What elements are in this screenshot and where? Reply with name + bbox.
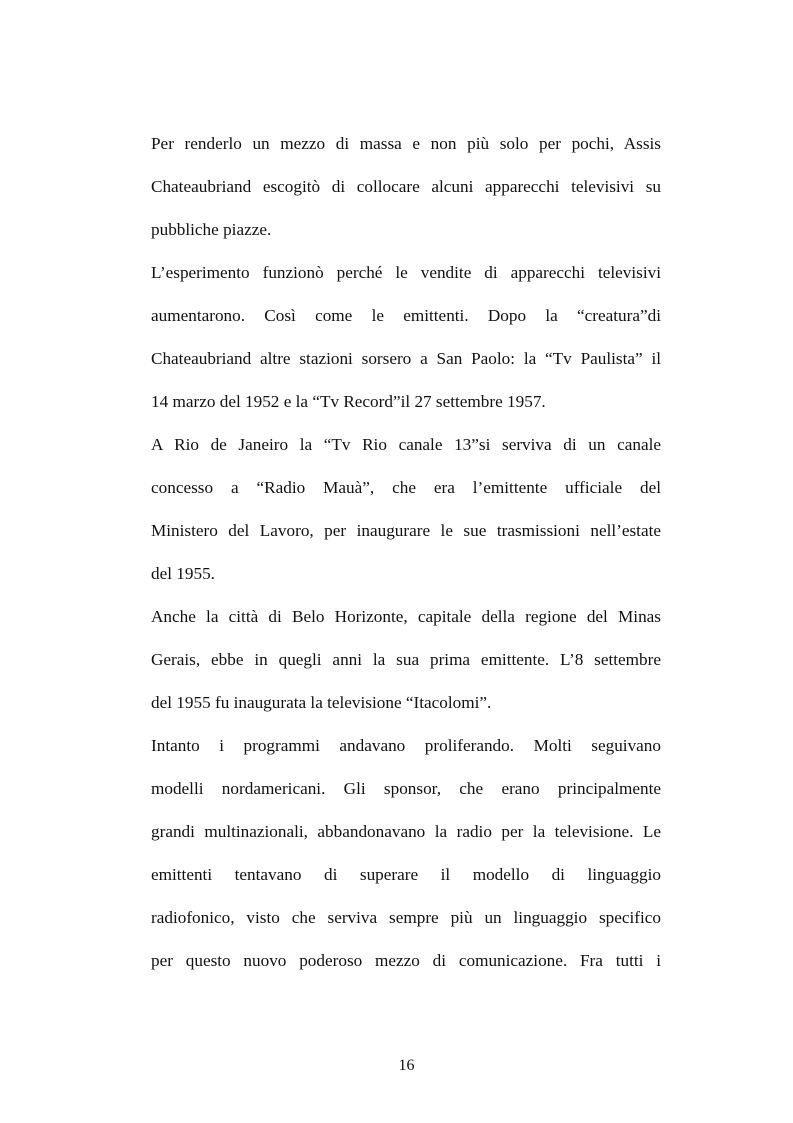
text-line: L’esperimento funzionò perché le vendite di apparecchi televisivi: [151, 263, 661, 282]
text-line: 14 marzo del 1952 e la “Tv Record”il 27 settembre 1957.: [151, 392, 546, 411]
text-line: aumentarono. Così come le emittenti. Dopo la “creatura”di: [151, 306, 661, 325]
text-line: Intanto i programmi andavano proliferando. Molti seguivano: [151, 736, 661, 755]
text-line: radiofonico, visto che serviva sempre più un linguaggio specifico: [151, 908, 661, 927]
text-line: Gerais, ebbe in quegli anni la sua prima emittente. L’8 settembre: [151, 650, 661, 669]
text-line: concesso a “Radio Mauà”, che era l’emittente ufficiale del: [151, 478, 661, 497]
text-line: A Rio de Janeiro la “Tv Rio canale 13”si serviva di un canale: [151, 435, 661, 454]
body-text: [151, 129, 661, 989]
text-line: emittenti tentavano di superare il modello di linguaggio: [151, 865, 661, 884]
text-line: pubbliche piazze.: [151, 220, 272, 239]
text-line: per questo nuovo poderoso mezzo di comunicazione. Fra tutti i: [151, 951, 661, 970]
text-line: modelli nordamericani. Gli sponsor, che erano principalmente: [151, 779, 661, 798]
text-line: Anche la città di Belo Horizonte, capitale della regione del Minas: [151, 607, 661, 626]
text-line: Per renderlo un mezzo di massa e non più solo per pochi, Assis: [151, 134, 661, 153]
text-line: del 1955 fu inaugurata la televisione “Itacolomi”.: [151, 693, 492, 712]
text-line: del 1955.: [151, 564, 215, 583]
text-line: grandi multinazionali, abbandonavano la radio per la televisione. Le: [151, 822, 661, 841]
text-line: Chateaubriand altre stazioni sorsero a San Paolo: la “Tv Paulista” il: [151, 349, 661, 368]
text-line: Ministero del Lavoro, per inaugurare le sue trasmissioni nell’estate: [151, 521, 661, 540]
page-number: 16: [398, 1057, 415, 1074]
text-line: Chateaubriand escogitò di collocare alcuni apparecchi televisivi su: [151, 177, 661, 196]
